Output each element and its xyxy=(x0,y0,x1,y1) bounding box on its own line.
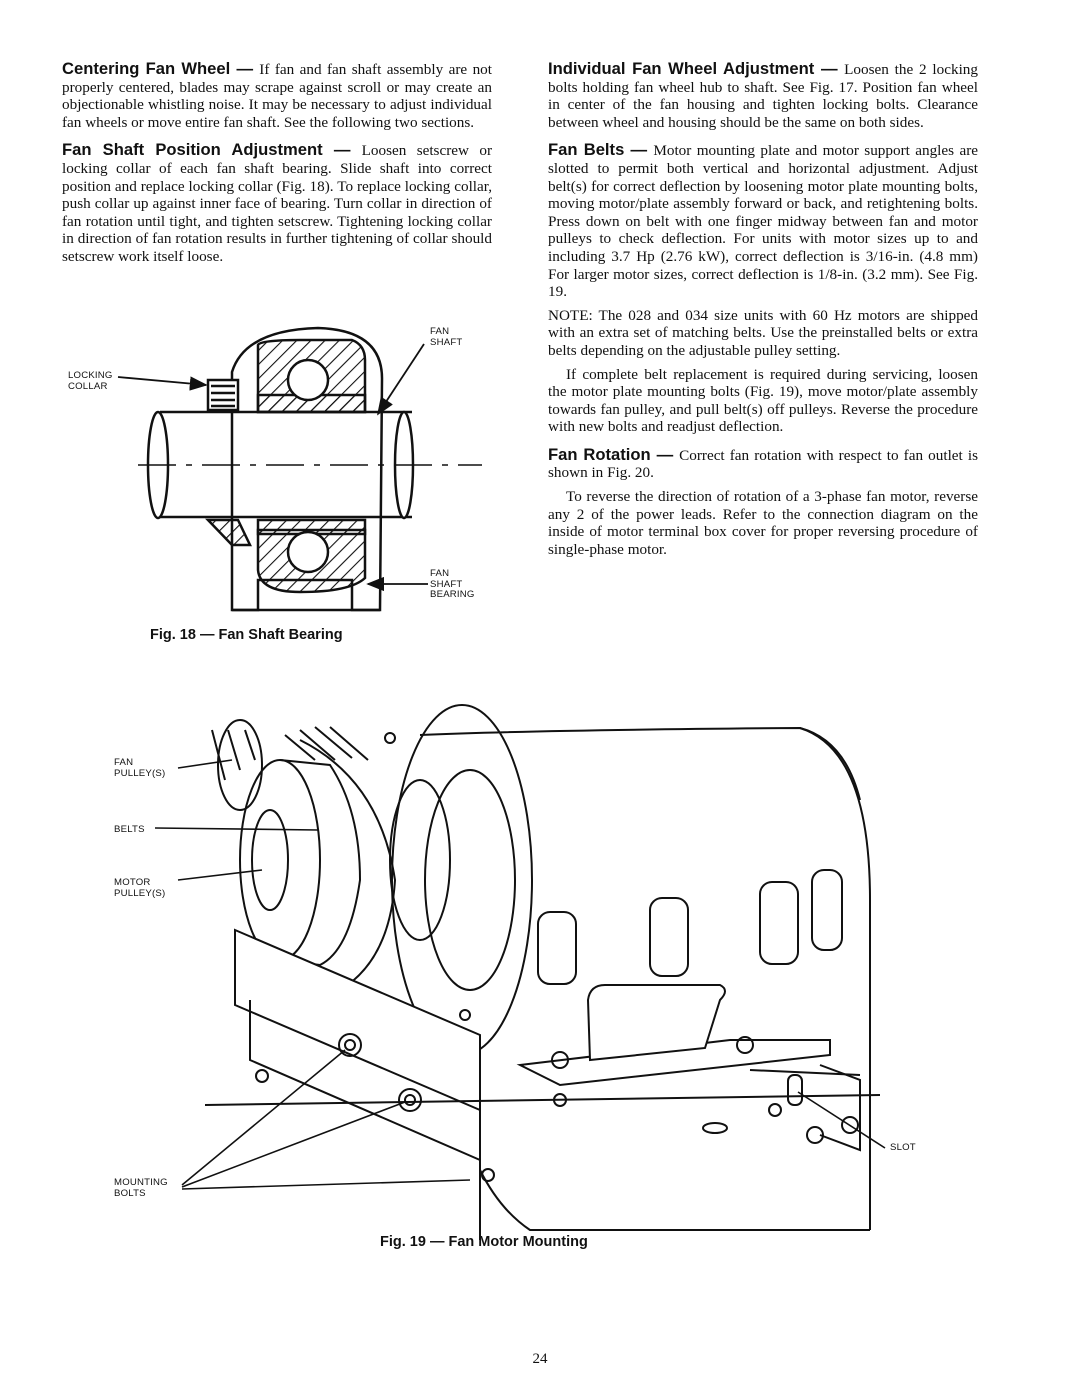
fan-rotation-text: Correct fan rotation with respect to fan outlet is shown in Fig. 20. xyxy=(548,446,978,482)
fig19-caption: Fig. 19 — Fan Motor Mounting xyxy=(380,1234,588,1250)
fig18-caption: Fig. 18 — Fan Shaft Bearing xyxy=(150,627,343,643)
fan-rotation-paragraph xyxy=(548,446,978,482)
fan-shaft-bearing-label xyxy=(430,569,475,601)
fan-shaft-label xyxy=(430,327,462,348)
mounting-bolts-label-text: MOUNTING BOLTS xyxy=(114,1177,168,1199)
locking-collar-label-text: LOCKING COLLAR xyxy=(68,370,113,392)
fan-shaft-position-text: Loosen setscrew or locking collar of each fan shaft bearing. Slide shaft into correct position and replace locking collar (Fig. 18). To replace locking collar, push collar up against inner face of bearing. Turn collar in direction of fan rotation until tight, and tighten setscrew. Tightening locking collar in direction of fan rotation results in further tightening of collar should setscrew work itself loose. xyxy=(62,142,493,265)
fan-shaft-bearing-label-text: FAN SHAFT BEARING xyxy=(430,568,475,600)
centering-fan-wheel-text: If fan and fan shaft assembly are not properly centered, blades may scrape against scroll or may create an objectionable whistling noise. It may be necessary to adjust individual fan wheels or move entire fan shaft. See the following two sections. xyxy=(62,61,492,131)
individual-fan-wheel-text: Loosen the 2 locking bolts holding fan wheel hub to shaft. See Fig. 17. Position fan wheel in center of the fan housing and tighten locking bolts. Clearance between wheel and housing should be the same on both sides. xyxy=(548,61,978,131)
fan-pulleys-label xyxy=(114,758,165,779)
belt-replacement-paragraph: If complete belt replacement is required during servicing, loosen the motor plate mounting bolts (Fig. 19), move motor/plate assembly towards fan pulley, and pull belt(s) off pulleys. Reverse the procedure with new bolts and readjust deflection. xyxy=(548,365,978,436)
fan-belts-text: Motor mounting plate and motor support angles are slotted to permit both vertical and horizontal adjustment. Adjust belt(s) for correct deflection by loosening motor plate mounting bolts, moving motor/plate assembly forward or back, and retightening bolts. Press down on belt with one finger midway between fan and motor pulleys to check deflection. For units with motor sizes up to and including 3.7 Hp (2.76 kW), correct deflection is 3/16-in. (4.8 mm) For larger motor sizes, correct deflection is 1/8-in. (3.2 mm). See Fig. 19. xyxy=(548,142,978,301)
left-column xyxy=(62,60,492,272)
fan-shaft-position-paragraph xyxy=(62,141,492,265)
locking-collar-label xyxy=(68,371,113,392)
centering-fan-wheel-paragraph xyxy=(62,60,492,131)
slot-label-text: SLOT xyxy=(890,1142,916,1153)
fan-belts-heading: Fan Belts — xyxy=(548,140,654,160)
fan-shaft-label-text: FAN SHAFT xyxy=(430,326,463,348)
slot-label xyxy=(890,1143,916,1154)
individual-fan-wheel-heading: Individual Fan Wheel Adjustment — xyxy=(548,59,845,78)
centering-fan-wheel-heading: Centering Fan Wheel — xyxy=(62,59,260,78)
note-paragraph: NOTE: The 028 and 034 size units with 60 Hz motors are shipped with an extra set of matching belts. Use the preinstalled belts or extra belts depending on the adjustable pulley setting. xyxy=(548,306,978,359)
mounting-bolts-label xyxy=(114,1178,168,1199)
right-column xyxy=(548,60,978,564)
fan-pulleys-label-text: FAN PULLEY(S) xyxy=(114,757,166,779)
motor-pulleys-label-text: MOTOR PULLEY(S) xyxy=(114,877,166,899)
page-number: 24 xyxy=(532,1351,548,1367)
motor-pulleys-label xyxy=(114,878,165,899)
belts-label-text: BELTS xyxy=(114,824,145,835)
fan-rotation-heading: Fan Rotation — xyxy=(548,444,680,464)
reverse-rotation-paragraph: To reverse the direction of rotation of a 3-phase fan motor, reverse any 2 of the power leads. Refer to the connection diagram on the inside of motor terminal box cover for proper reversing procedure of single-phase motor. xyxy=(548,488,978,558)
fan-belts-paragraph xyxy=(548,141,978,300)
fan-shaft-position-heading: Fan Shaft Position Adjustment — xyxy=(62,140,362,160)
belts-label xyxy=(114,825,145,836)
individual-fan-wheel-paragraph xyxy=(548,60,978,131)
